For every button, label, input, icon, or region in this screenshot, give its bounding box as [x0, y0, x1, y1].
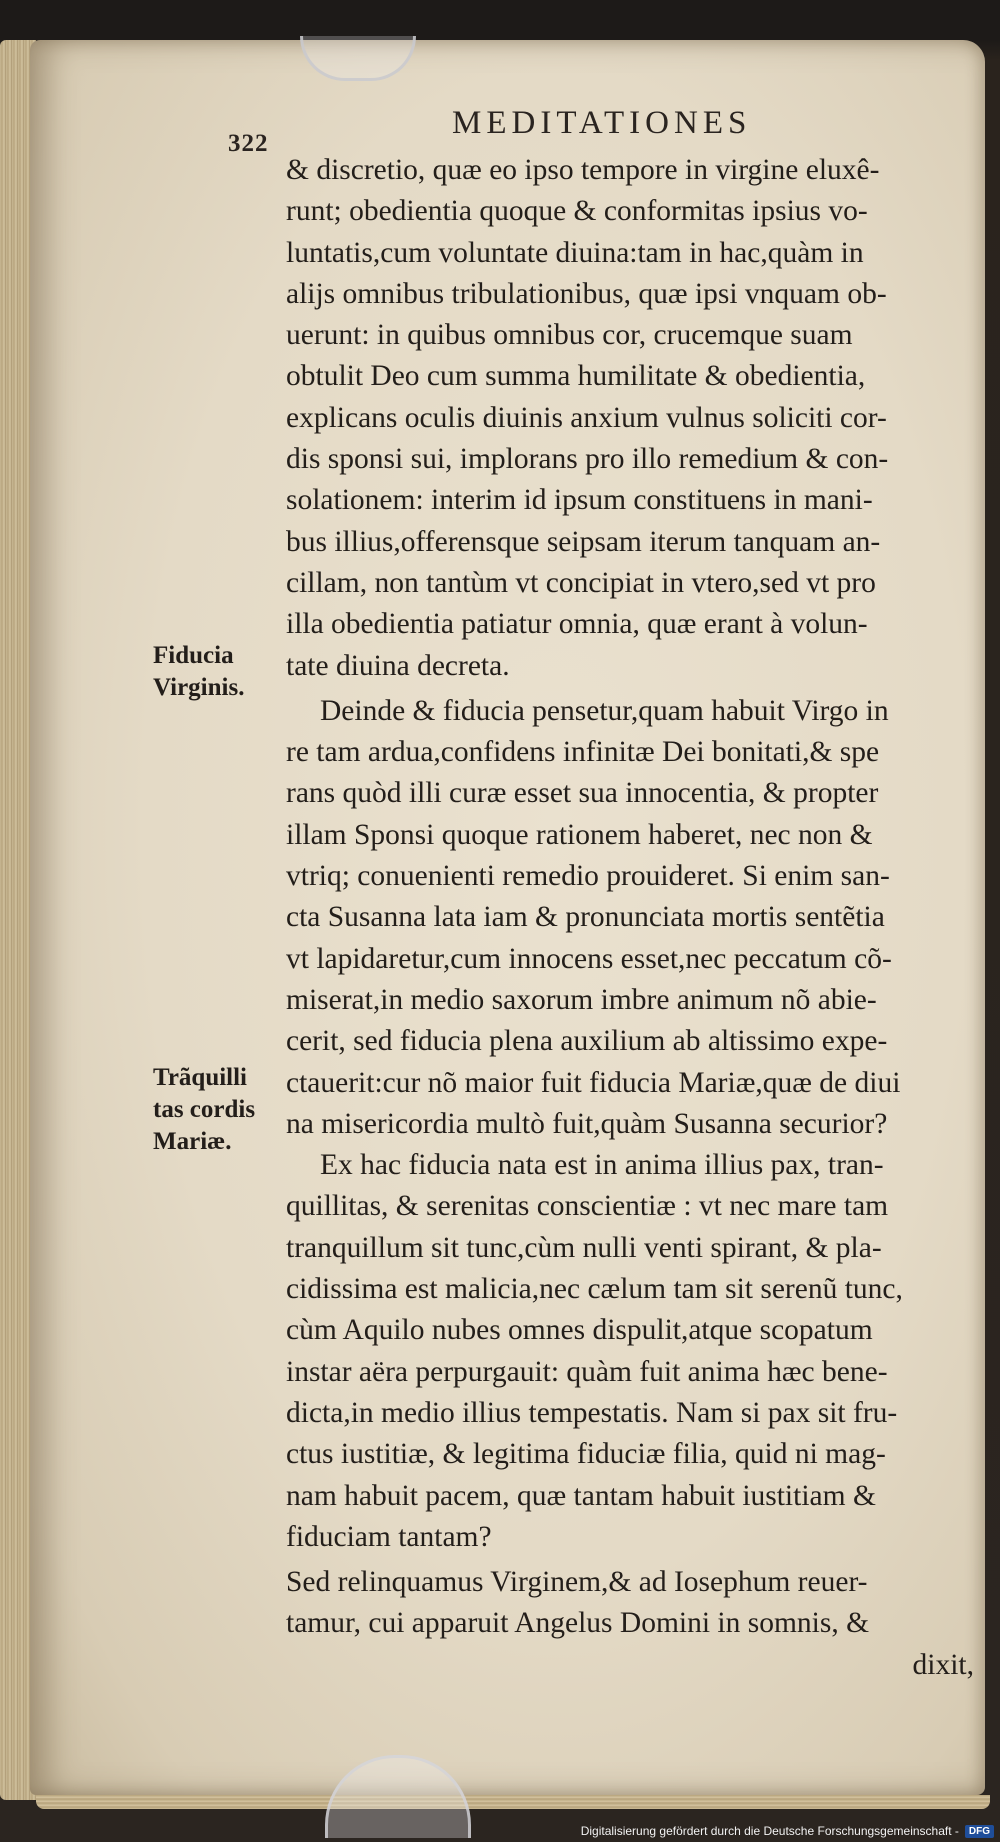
text-line: Deinde & fiducia pensetur,quam habuit Virgo in — [320, 694, 889, 727]
marginal-line: Virginis. — [153, 674, 245, 701]
book-bottom-edges — [36, 1795, 990, 1809]
text-line: cidissima est malicia,nec cælum tam sit serenũ tunc, — [286, 1273, 903, 1306]
dfg-logo: DFG — [965, 1825, 994, 1838]
text-line: dicta,in medio illius tempestatis. Nam si pax sit fru- — [286, 1396, 898, 1429]
text-line: quillitas, & serenitas conscientiæ : vt nec mare tam — [286, 1190, 889, 1223]
text-line: cta Susanna lata iam & pronunciata mortis sentẽtia — [286, 901, 885, 934]
catchword: dixit, — [912, 1648, 974, 1681]
text-line: dis sponsi sui, implorans pro illo remedium & con- — [286, 443, 889, 476]
running-head: MEDITATIONES — [452, 105, 752, 141]
text-line: vt lapidaretur,cum innocens esset,nec peccatum cõ- — [286, 942, 892, 975]
page-number: 322 — [228, 130, 269, 157]
marginal-line: Fiducia — [153, 642, 234, 669]
text-line: cillam, non tantùm vt concipiat in vtero,sed vt pro — [286, 566, 876, 599]
digitization-credit — [581, 1824, 994, 1838]
text-line: fiduciam tantam? — [286, 1520, 492, 1553]
text-line: obtulit Deo cum summa humilitate & obedientia, — [286, 360, 866, 393]
text-line: rans quòd illi curæ esset sua innocentia, & propter — [286, 777, 879, 810]
text-line: illam Sponsi quoque rationem haberet, nec non & — [286, 818, 873, 851]
text-line: na misericordia multò fuit,quàm Susanna securior? — [286, 1107, 888, 1140]
marginal-note-fiducia — [153, 640, 293, 704]
text-line: tamur, cui apparuit Angelus Domini in somnis, & — [286, 1607, 870, 1640]
text-line: solationem: interim id ipsum constituens in mani- — [286, 484, 873, 517]
marginal-line: Mariæ. — [153, 1128, 232, 1155]
page-header — [0, 95, 1000, 155]
marginal-note-tranquillitas — [153, 1062, 293, 1158]
text-line: illa obedientia patiatur omnia, quæ erant à volun- — [286, 608, 868, 641]
body-text — [286, 150, 976, 1686]
text-line: instar aëra perpurgauit: quàm fuit anima hæc bene- — [286, 1355, 888, 1388]
text-line: explicans oculis diuinis anxium vulnus soliciti cor- — [286, 401, 887, 434]
text-line: runt; obedientia quoque & conformitas ipsius vo- — [286, 195, 868, 228]
text-line: re tam ardua,confidens infinitæ Dei bonitati,& spe — [286, 736, 880, 769]
text-line: alijs omnibus tribulationibus, quæ ipsi vnquam ob- — [286, 277, 887, 310]
text-line: uerunt: in quibus omnibus cor, crucemque suam — [286, 319, 853, 352]
text-line: tranquillum sit tunc,cùm nulli venti spirant, & pla- — [286, 1231, 882, 1264]
text-line: cerit, sed fiducia plena auxilium ab altissimo expe- — [286, 1025, 888, 1058]
text-line: & discretio, quæ eo ipso tempore in virgine eluxê- — [286, 154, 880, 186]
text-line: tate diuina decreta. — [286, 649, 510, 682]
text-line: Ex hac fiducia nata est in anima illius pax, tran- — [320, 1149, 884, 1182]
text-line: cùm Aquilo nubes omnes dispulit,atque scopatum — [286, 1314, 873, 1347]
text-line: luntatis,cum voluntate diuina:tam in hac,quàm in — [286, 236, 864, 269]
text-line: miserat,in medio saxorum imbre animum nõ abie- — [286, 983, 877, 1016]
text-line: vtriq; conuenienti remedio prouideret. Si enim san- — [286, 860, 890, 893]
text-line: ctauerit:cur nõ maior fuit fiducia Mariæ,quæ de diui — [286, 1066, 901, 1099]
text-line: bus illius,offerensque seipsam iterum tanquam an- — [286, 525, 881, 558]
text-line: nam habuit pacem, quæ tantam habuit iustitiam & — [286, 1479, 876, 1512]
marginal-line: Trãquilli — [153, 1064, 248, 1091]
text-line: Sed relinquamus Virginem,& ad Iosephum reuer- — [286, 1566, 868, 1599]
marginal-line: tas cordis — [153, 1096, 256, 1123]
credit-text: Digitalisierung gefördert durch die Deutsche Forschungsgemeinschaft - — [580, 1824, 959, 1838]
text-line: ctus iustitiæ, & legitima fiduciæ filia, quid ni mag- — [286, 1438, 886, 1471]
